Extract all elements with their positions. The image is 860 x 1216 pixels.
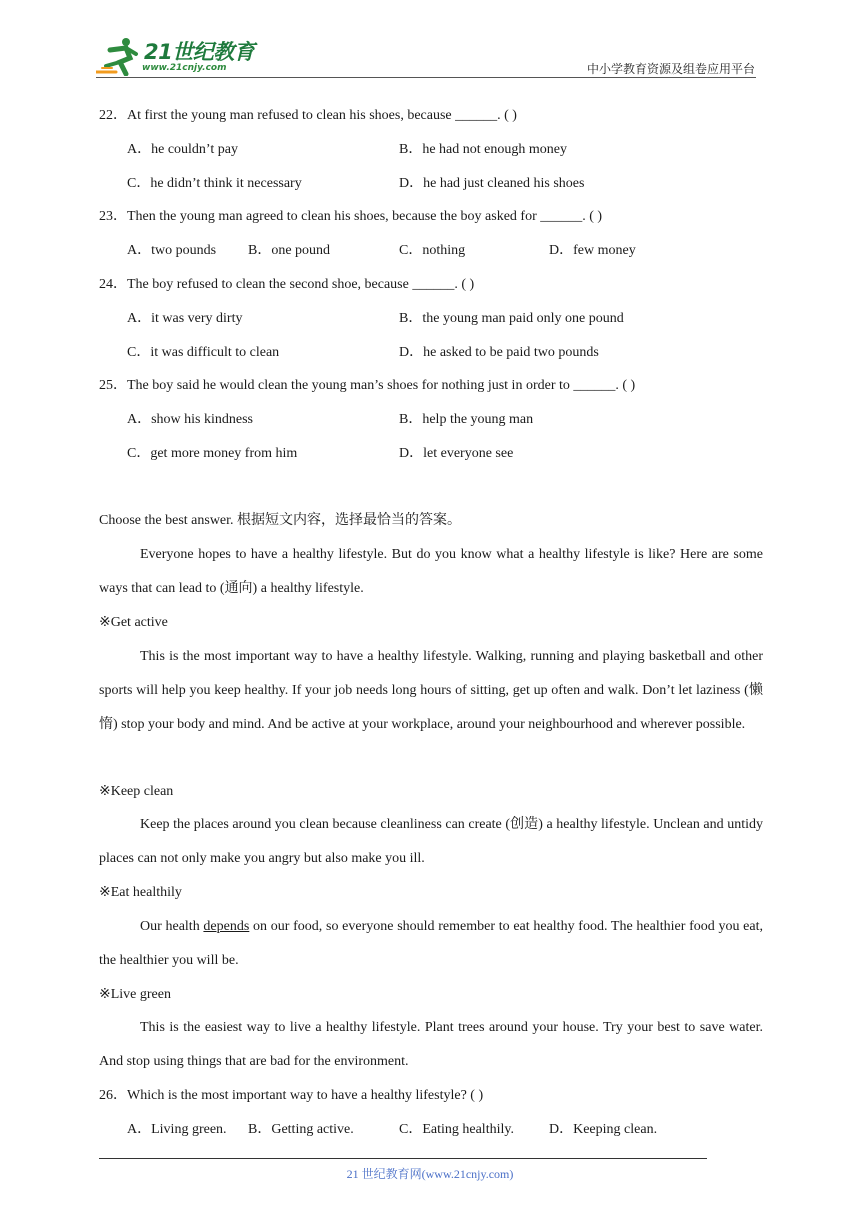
site-logo bbox=[96, 36, 266, 78]
q22-option-c: C．he didn’t think it necessary bbox=[127, 176, 302, 191]
heading-live-green: ※Live green bbox=[99, 987, 171, 1002]
passage-live-green: This is the easiest way to live a healthy lifestyle. Plant trees around your house. Try your best to save water. And stop using things that are bad for the environment. bbox=[99, 1020, 763, 1069]
q23-option-b: B．one pound bbox=[248, 243, 331, 258]
logo-text: 21世纪教育 bbox=[144, 40, 255, 64]
passage-text: Our health bbox=[140, 919, 204, 934]
q22-option-d: D．he had just cleaned his shoes bbox=[399, 176, 585, 191]
q24-option-a: A．it was very dirty bbox=[127, 311, 243, 326]
footer-divider bbox=[99, 1158, 707, 1159]
header-platform-name: 中小学教育资源及组卷应用平台 bbox=[586, 62, 755, 76]
header-divider bbox=[96, 77, 756, 78]
passage-text: on our food, so everyone should remember to eat healthy food. The healthier food you eat, the healthier you will be. bbox=[99, 919, 763, 968]
passage-eat-healthily bbox=[99, 910, 763, 978]
section-instruction: Choose the best answer. 根据短文内容，选择最恰当的答案。 bbox=[99, 513, 462, 528]
question-24-stem: 24．The boy refused to clean the second shoe, because ______. ( ) bbox=[99, 277, 475, 292]
heading-keep-clean: ※Keep clean bbox=[99, 784, 174, 799]
q23-option-c: C．nothing bbox=[399, 243, 466, 258]
heading-eat-healthily: ※Eat healthily bbox=[99, 885, 182, 900]
q26-option-b: B．Getting active. bbox=[248, 1122, 354, 1137]
q26-option-a: A．Living green. bbox=[127, 1122, 227, 1137]
q22-option-a: A．he couldn’t pay bbox=[127, 142, 238, 157]
question-23-stem: 23．Then the young man agreed to clean his shoes, because the boy asked for ______. ( ) bbox=[99, 209, 603, 224]
underlined-word: depends bbox=[203, 919, 250, 934]
passage-intro: Everyone hopes to have a healthy lifestyle. But do you know what a healthy lifestyle is like? Here are some ways that can lead to (通向) a healthy lifestyle. bbox=[99, 547, 763, 596]
q25-option-b: B．help the young man bbox=[399, 412, 534, 427]
passage-get-active: This is the most important way to have a healthy lifestyle. Walking, running and playing basketball and other sports will help you keep healthy. If your job needs long hours of sitting, get up often and walk. Don’t let laziness (懒惰) stop your body and mind. And be active at your workplace, around your neighbourhood and wherever possible. bbox=[99, 649, 763, 732]
footer-link[interactable]: 21 世纪教育网(www.21cnjy.com) bbox=[346, 1167, 514, 1181]
q24-option-d: D．he asked to be paid two pounds bbox=[399, 345, 599, 360]
q22-option-b: B．he had not enough money bbox=[399, 142, 567, 157]
q23-option-a: A．two pounds bbox=[127, 243, 217, 258]
q26-option-c: C．Eating healthily. bbox=[399, 1122, 514, 1137]
question-25-stem: 25．The boy said he would clean the young man’s shoes for nothing just in order to ______. ( ) bbox=[99, 378, 636, 393]
passage-keep-clean: Keep the places around you clean because cleanliness can create (创造) a healthy lifestyle. Unclean and untidy places can not only make you angry but also make you ill. bbox=[99, 817, 763, 866]
question-22-stem: 22．At first the young man refused to clean his shoes, because ______. ( ) bbox=[99, 108, 517, 123]
page-header bbox=[0, 0, 860, 80]
q25-option-c: C．get more money from him bbox=[127, 446, 298, 461]
q23-option-d: D．few money bbox=[549, 243, 636, 258]
q26-option-d: D．Keeping clean. bbox=[549, 1122, 658, 1137]
q25-option-d: D．let everyone see bbox=[399, 446, 514, 461]
logo-url: www.21cnjy.com bbox=[142, 63, 227, 73]
q24-option-b: B．the young man paid only one pound bbox=[399, 311, 624, 326]
runner-logo-icon bbox=[96, 36, 144, 76]
question-26-stem: 26．Which is the most important way to have a healthy lifestyle? ( ) bbox=[99, 1088, 484, 1103]
q24-option-c: C．it was difficult to clean bbox=[127, 345, 280, 360]
heading-get-active: ※Get active bbox=[99, 615, 168, 630]
q25-option-a: A．show his kindness bbox=[127, 412, 254, 427]
